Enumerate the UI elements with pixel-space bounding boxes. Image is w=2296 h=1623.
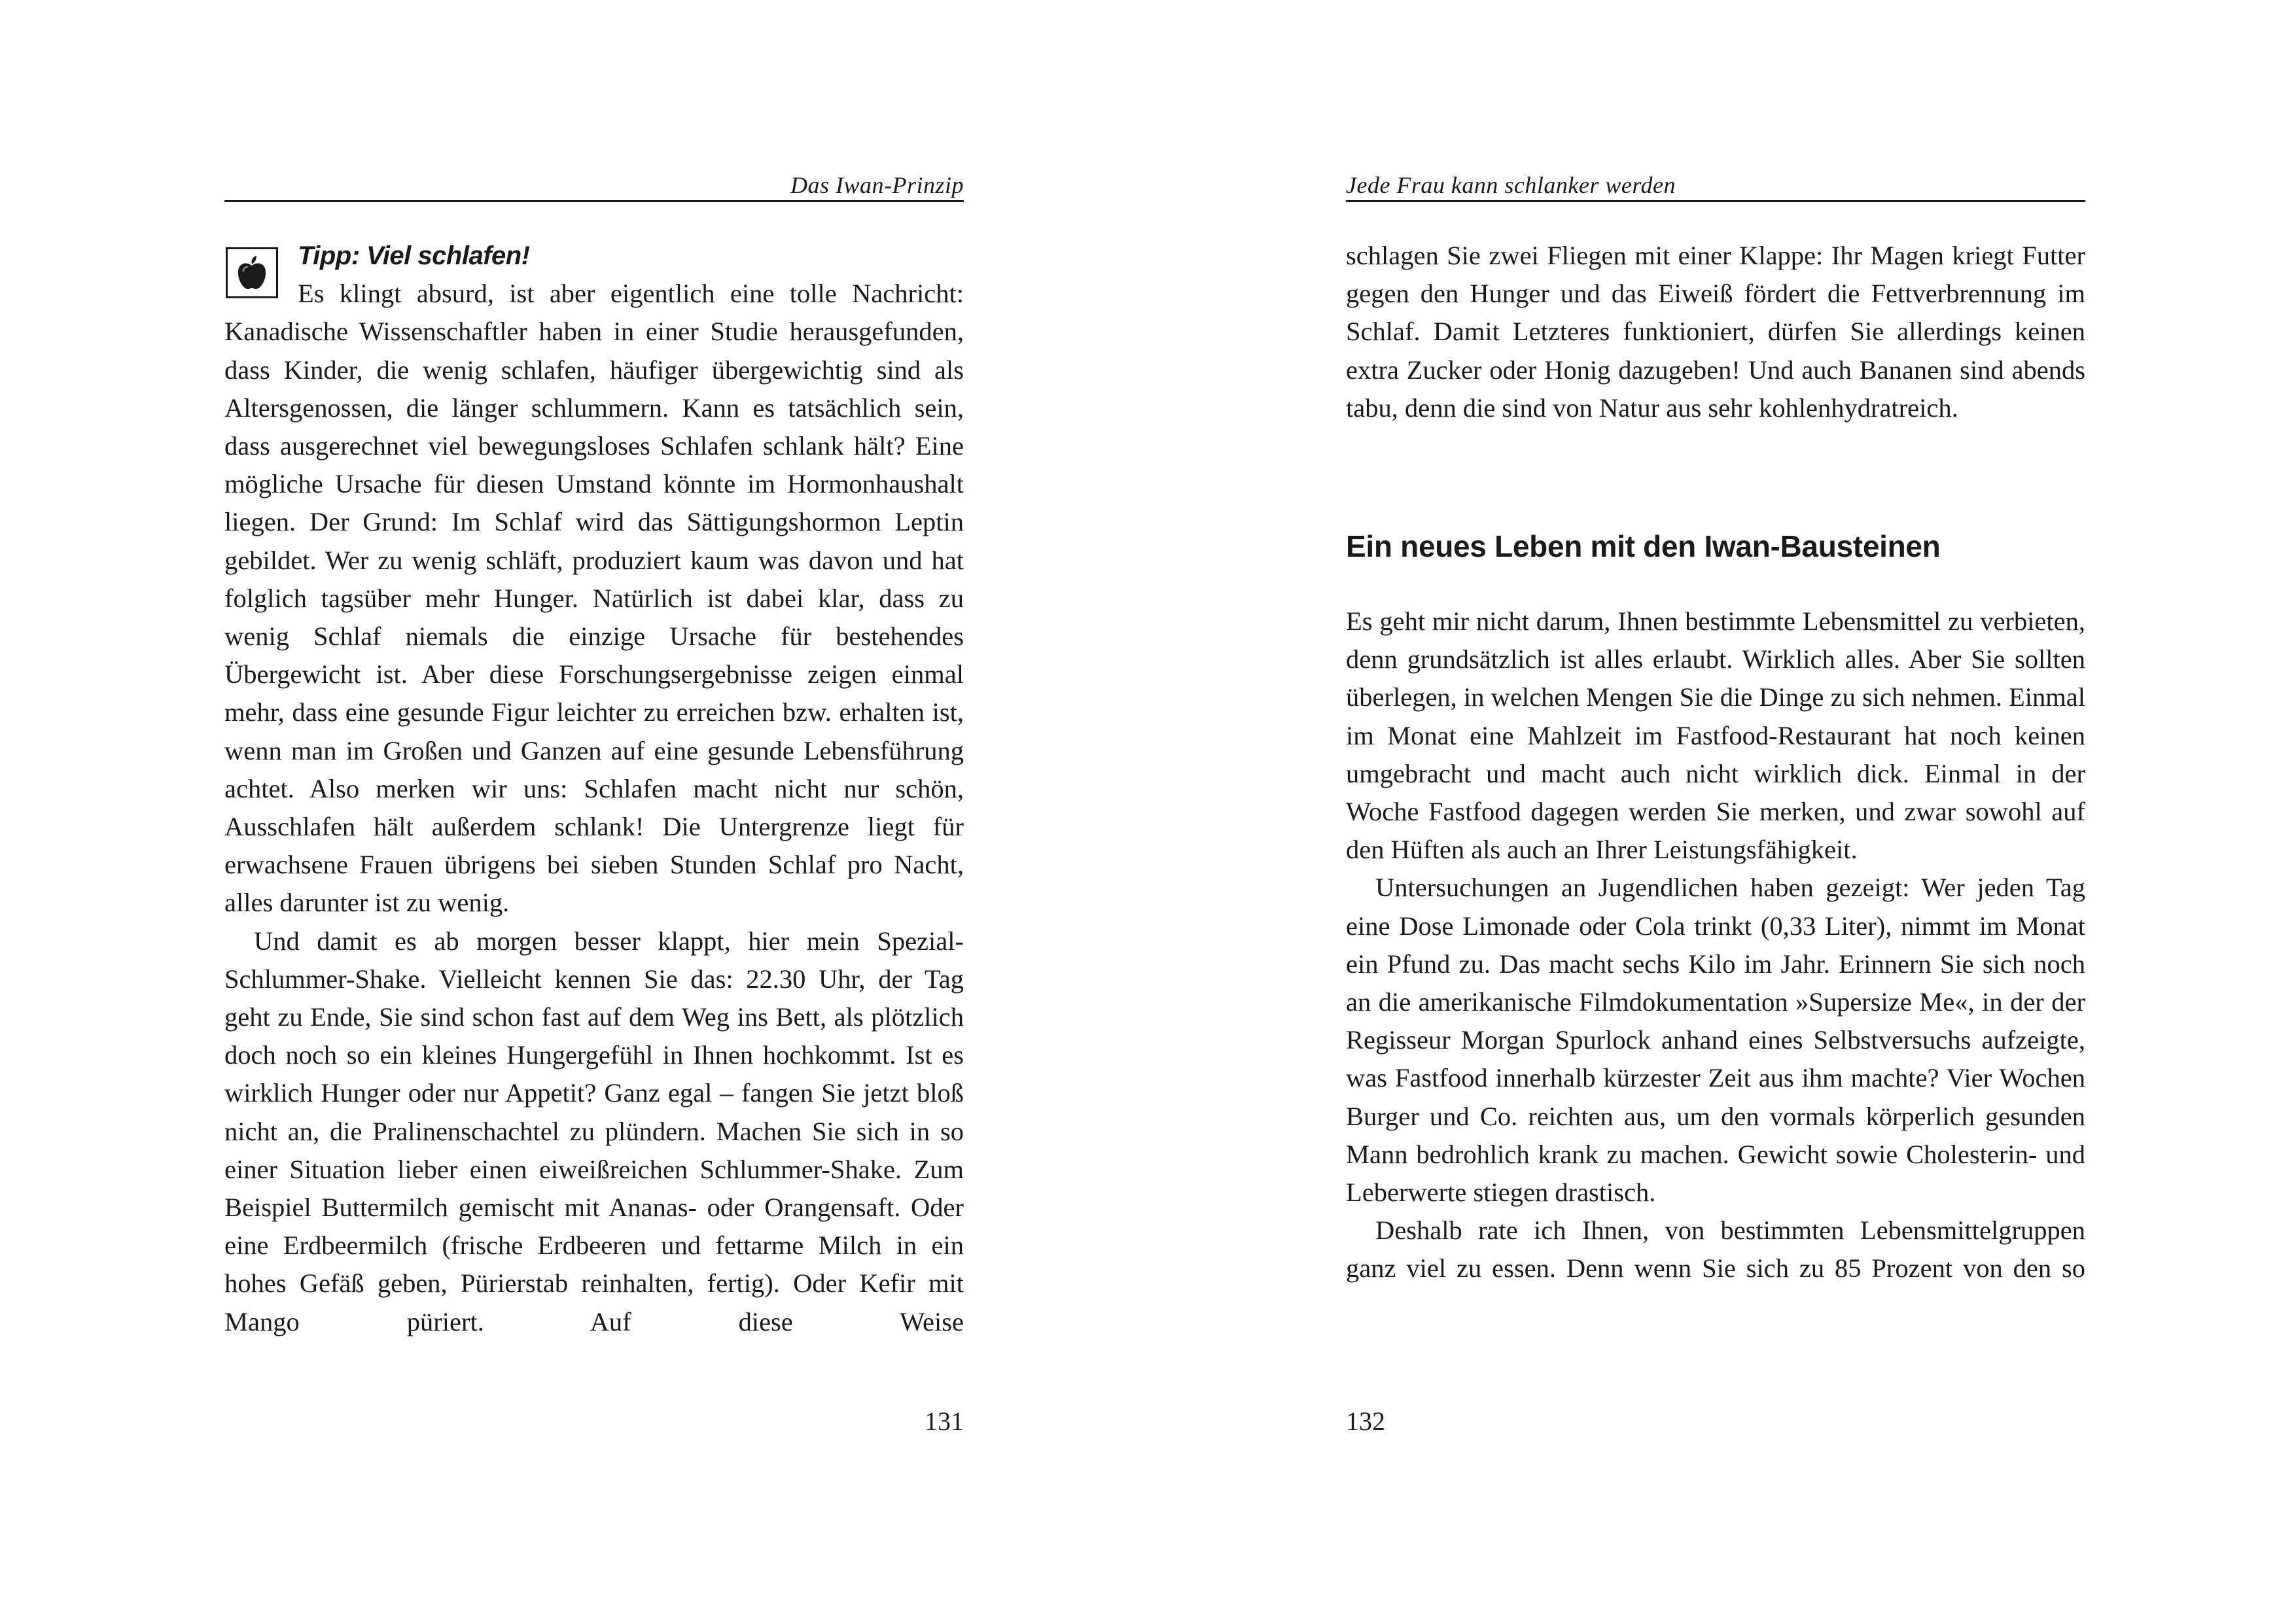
paragraph-continuation: schlagen Sie zwei Fliegen mit einer Klappe: Ihr Magen kriegt Futter gegen den Hunger und das Eiweiß fördert die Fettverbrennung im Schlaf. Damit Letzteres funktioniert, dürfen Sie allerdings keinen extra Zucker oder Honig dazugeben! Und auch Bananen sind abends tabu, denn die sind von Natur aus sehr kohlenhydratreich.: [1346, 241, 2085, 423]
paragraph-fastfood: Es geht mir nicht darum, Ihnen bestimmte Lebensmittel zu verbieten, denn grundsätzlich ist alles erlaubt. Wirklich alles. Aber Sie sollten überlegen, in welchen Mengen Sie die Dinge zu sich nehmen. Einmal im Monat eine Mahlzeit im Fastfood-Restaurant hat noch keinen umgebracht und macht auch nicht wirklich dick. Einmal in der Woche Fastfood dagegen werden Sie merken, und zwar sowohl auf den Hüften als auch an Ihrer Leistungsfähigkeit.: [1346, 606, 2085, 865]
page-number-left: 131: [925, 1406, 964, 1436]
paragraph-jugendliche: Untersuchungen an Jugendlichen haben gezeigt: Wer jeden Tag eine Dose Limonade oder Cola trinkt (0,33 Liter), nimmt im Monat ein Pfund zu. Das macht sechs Kilo im Jahr. Erinnern Sie sich noch an die amerikanische Filmdokumentation »Supersize Me«, in der der Regisseur Morgan Spurlock anhand eines Selbstversuchs aufzeigte, was Fastfood innerhalb kürzester Zeit aus ihm machte? Vier Wochen Burger und Co. reichten aus, um den vormals körperlich gesunden Mann bedrohlich krank zu machen. Gewicht sowie Cholesterin- und Leberwerte stiegen drastisch.: [1346, 873, 2085, 1208]
header-rule-left: [224, 200, 964, 202]
tip-title-line: [224, 237, 964, 275]
right-body: [1346, 237, 2085, 1288]
running-head-left: Das Iwan-Prinzip: [790, 172, 964, 198]
paragraph-lebensmittelgruppen: Deshalb rate ich Ihnen, von bestimmten Lebensmittelgruppen ganz viel zu essen. Denn wenn Sie sich zu 85 Prozent von den so: [1346, 1215, 2085, 1283]
tip-paragraph: Kanadische Wissenschaftler haben in einer Studie herausgefunden, dass Kinder, die wenig schlafen, häufiger übergewichtig sind als Altersgenossen, die länger schlummern. Kann es tatsächlich sein, dass ausgerechnet viel bewegungsloses Schlafen schlank hält? Eine mögliche Ursache für diesen Umstand könnte im Hormonhaushalt liegen. Der Grund: Im Schlaf wird das Sättigungshormon Leptin gebildet. Wer zu wenig schläft, produziert kaum was davon und hat folglich tagsüber mehr Hunger. Natürlich ist dabei klar, dass zu wenig Schlaf niemals die einzige Ursache für bestehendes Übergewicht ist. Aber diese Forschungsergebnisse zeigen einmal mehr, dass eine gesunde Figur leichter zu erreichen bzw. erhalten ist, wenn man im Großen und Ganzen auf eine gesunde Lebensführung achtet. Also merken wir uns: Schlafen macht nicht nur schön, Ausschlafen hält außerdem schlank! Die Untergrenze liegt für erwachsene Frauen übrigens bei sieben Stunden Schlaf pro Nacht, alles darunter ist zu wenig.: [224, 317, 964, 918]
right-page: [1346, 0, 2085, 1623]
paragraph-shake: Und damit es ab morgen besser klappt, hier mein Spezial-Schlummer-Shake. Vielleicht kennen Sie das: 22.30 Uhr, der Tag geht zu Ende, Sie sind schon fast auf dem Weg ins Bett, als plötzlich doch noch so ein kleines Hungergefühl in Ihnen hochkommt. Ist es wirklich Hunger oder nur Appetit? Ganz egal – fangen Sie jetzt bloß nicht an, die Pralinenschachtel zu plündern. Machen Sie sich in so einer Situation lieber einen eiweißreichen Schlummer-Shake. Zum Beispiel Buttermilch gemischt mit Ananas- oder Orangensaft. Oder eine Erdbeermilch (frische Erdbeeren und fettarme Milch in ein hohes Gefäß geben, Pürierstab reinhalten, fertig). Oder Kefir mit Mango püriert. Auf diese Weise: [224, 926, 964, 1336]
section-spacer: [1346, 427, 2085, 527]
tip-first-line: Es klingt absurd, ist aber eigentlich eine tolle Nachricht:: [298, 279, 964, 309]
tip-title: Tipp: Viel schlafen!: [298, 241, 530, 270]
left-page: [224, 0, 964, 1623]
left-body: [224, 237, 964, 1341]
header-rule-right: [1346, 200, 2085, 202]
running-head-right: Jede Frau kann schlanker werden: [1346, 172, 1676, 198]
heading-spacer: [1346, 566, 2085, 602]
page-number-right: 132: [1346, 1406, 1385, 1436]
section-heading: Ein neues Leben mit den Iwan-Bausteinen: [1346, 529, 1941, 564]
